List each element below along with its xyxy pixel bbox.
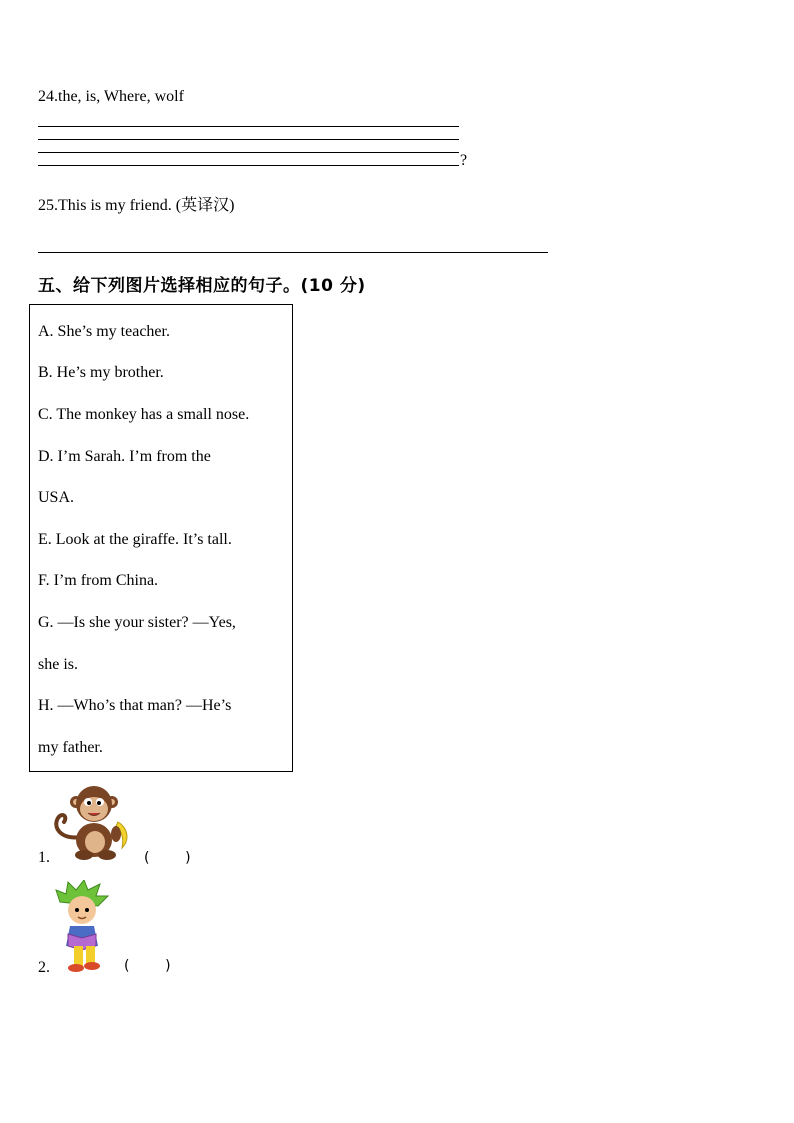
answer-line [38, 139, 459, 140]
options-box [29, 304, 293, 772]
option-d-continued: USA. [38, 489, 75, 506]
option-h-continued: my father. [38, 739, 103, 756]
boy-reading-icon [52, 880, 112, 974]
option-a: A. She’s my teacher. [38, 323, 170, 340]
option-b: B. He’s my brother. [38, 364, 164, 381]
option-d: D. I’m Sarah. I’m from the [38, 448, 211, 465]
option-e: E. Look at the giraffe. It’s tall. [38, 531, 232, 548]
question-25-prompt: 25.This is my friend. (英译汉) [38, 197, 235, 214]
answer-line [38, 252, 548, 253]
question-24-prompt: 24.the, is, Where, wolf [38, 88, 184, 105]
answer-parentheses-1[interactable]: ( ) [144, 850, 191, 866]
monkey-icon [52, 782, 138, 862]
answer-line [38, 152, 459, 153]
picture-2-number: 2. [38, 959, 50, 976]
question-mark: ? [460, 152, 468, 169]
answer-line [38, 165, 459, 166]
option-c: C. The monkey has a small nose. [38, 406, 250, 423]
answer-line [38, 126, 459, 127]
section-title: 五、给下列图片选择相应的句子。(10 分) [38, 276, 366, 296]
option-g-continued: she is. [38, 656, 78, 673]
answer-parentheses-2[interactable]: ( ) [124, 958, 171, 974]
option-f: F. I’m from China. [38, 572, 159, 589]
picture-1-number: 1. [38, 849, 50, 866]
option-h: H. —Who’s that man? —He’s [38, 697, 232, 714]
option-g: G. —Is she your sister? —Yes, [38, 614, 236, 631]
